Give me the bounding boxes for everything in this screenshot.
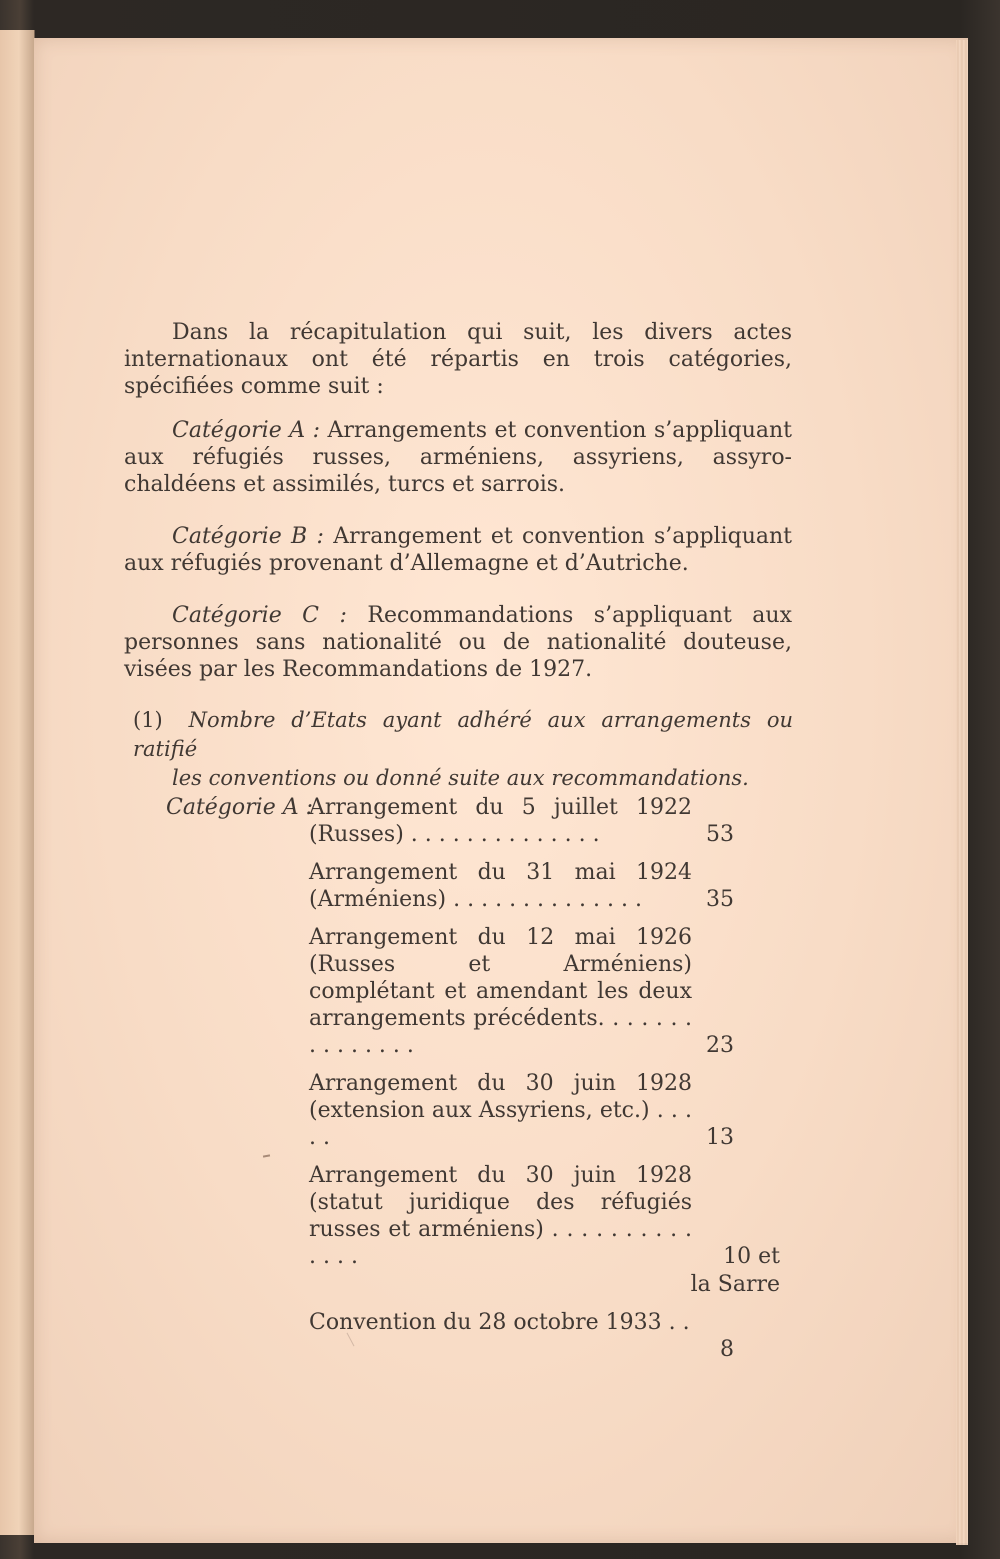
footnote bbox=[133, 706, 793, 793]
arrangement-text: Arrangement du 30 juin 1928 (statut juridique des réfugiés russes et arméniens) . . . . . . . . . . . . . . bbox=[309, 1163, 692, 1269]
footnote-line-2: les conventions ou donné suite aux recommandations. bbox=[172, 766, 749, 790]
state-count-extra: la Sarre bbox=[690, 1272, 780, 1297]
state-count: 10 et bbox=[723, 1244, 780, 1269]
category-b-text: Arrangement et convention s’appliquant aux réfugiés provenant d’Allemagne et d’Autriche. bbox=[124, 524, 793, 576]
category-c-label: Catégorie C : bbox=[172, 603, 347, 628]
arrangement-text: Convention du 28 octobre 1933 . . bbox=[309, 1310, 690, 1335]
state-count: 23 bbox=[706, 1033, 734, 1058]
category-b-label: Catégorie B : bbox=[172, 524, 324, 549]
category-a-text: Arrangements et convention s’appliquant aux réfugiés russes, arméniens, assyriens, assyro-chaldéens et assimilés, turcs et sarrois. bbox=[124, 418, 792, 497]
table-entries bbox=[309, 794, 789, 1363]
category-c-text: Recommandations s’appliquant aux personnes sans nationalité ou de nationalité douteuse, visées par les Recommandations de 1927. bbox=[124, 603, 792, 682]
table-row bbox=[309, 859, 789, 913]
state-count: 53 bbox=[706, 822, 734, 847]
arrangement-text: Arrangement du 31 mai 1924 (Arméniens) . . . . . . . . . . . . . . bbox=[309, 860, 692, 912]
table-row bbox=[309, 1070, 789, 1151]
category-c-paragraph bbox=[124, 602, 792, 683]
footnote-line-1: Nombre d’Etats ayant adhéré aux arrangements ou ratifié bbox=[133, 708, 793, 761]
category-a-paragraph bbox=[124, 417, 792, 498]
left-page-edge bbox=[0, 30, 35, 1535]
arrangement-text: Arrangement du 12 mai 1926 (Russes et Arméniens) complétant et amendant les deux arrangements précédents. . . . . . . . . . . . . . . bbox=[309, 925, 692, 1058]
state-count: 13 bbox=[706, 1125, 734, 1150]
table-row bbox=[309, 794, 789, 848]
table-row bbox=[309, 924, 789, 1059]
right-page-edge bbox=[956, 40, 968, 1545]
table-row bbox=[309, 1309, 789, 1363]
table-row bbox=[309, 1162, 789, 1298]
table-category-label: Catégorie A : bbox=[166, 795, 313, 820]
intro-section bbox=[124, 319, 792, 708]
intro-paragraph: Dans la récapitulation qui suit, les divers actes internationaux ont été répartis en trois catégories, spécifiées comme suit : bbox=[124, 320, 792, 399]
arrangement-text: Arrangement du 5 juillet 1922 (Russes) . . . . . . . . . . . . . . bbox=[309, 795, 692, 847]
state-count: 8 bbox=[720, 1337, 734, 1362]
state-count: 35 bbox=[706, 887, 734, 912]
footnote-number: (1) bbox=[133, 708, 163, 732]
arrangement-text: Arrangement du 30 juin 1928 (extension aux Assyriens, etc.) . . . . . bbox=[309, 1071, 692, 1150]
category-b-paragraph bbox=[124, 523, 792, 577]
category-a-label: Catégorie A : bbox=[172, 418, 320, 443]
